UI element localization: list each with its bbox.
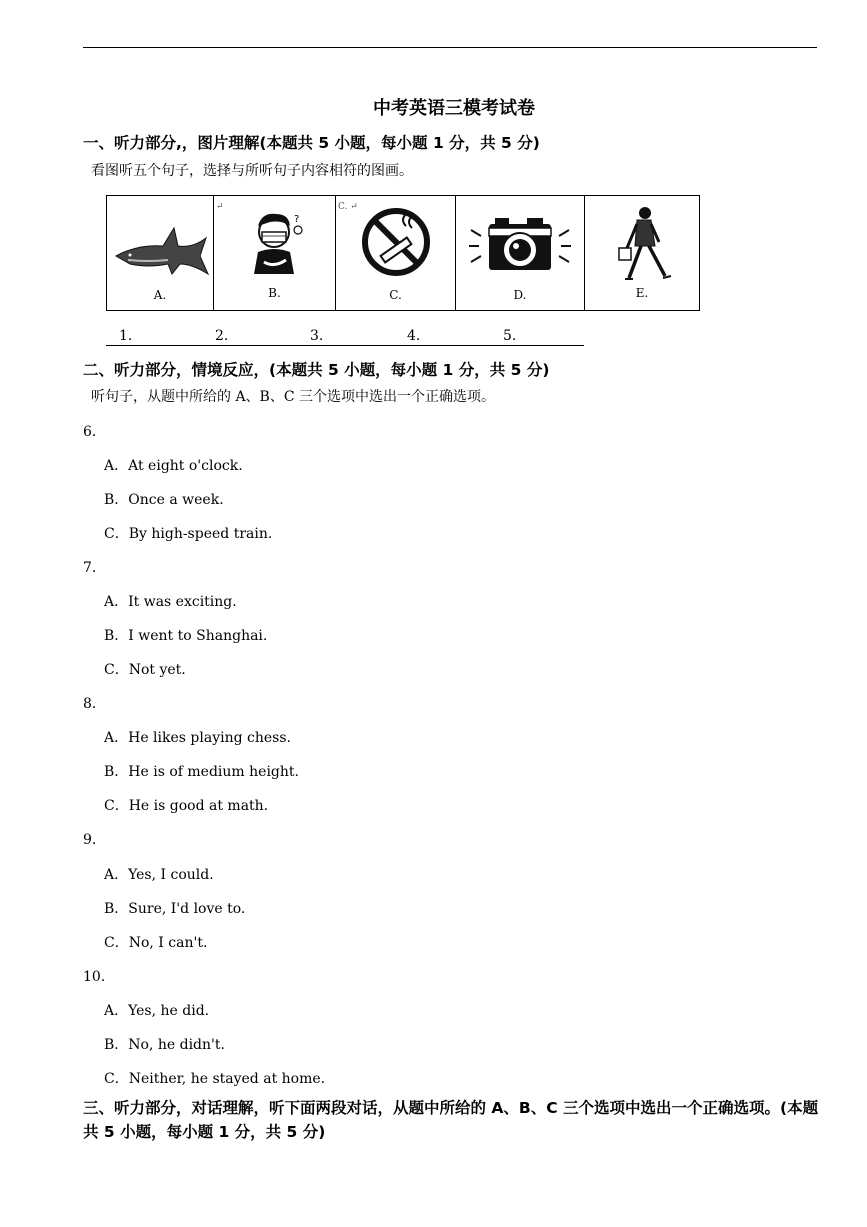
q6-option-b: B．Once a week. [104, 492, 224, 508]
question-number-10: 10． [83, 969, 115, 985]
picture-label-c: C. [389, 288, 402, 302]
section2-instruction: 听句子，从题中所给的 A、B、C 三个选项中选出一个正确选项。 [91, 389, 496, 405]
picture-cell-c [336, 196, 456, 310]
question-number-9: 9． [83, 832, 106, 848]
q10-option-a: A．Yes, he did. [104, 1003, 210, 1019]
q9-option-a: A．Yes, I could. [104, 867, 214, 883]
answer-underline [106, 345, 584, 346]
q7-option-a: A．It was exciting. [104, 594, 237, 610]
q9-option-c: C．No, I can't. [104, 935, 208, 951]
sick-person-icon [240, 206, 310, 276]
q10-option-c: C．Neither, he stayed at home. [104, 1071, 326, 1087]
picture-label-d: D. [513, 288, 527, 302]
q6-option-a: A．At eight o'clock. [104, 458, 243, 474]
q8-option-b: B．He is of medium height. [104, 764, 299, 780]
picture-cell-d [456, 196, 585, 310]
top-rule [83, 47, 817, 48]
camera-icon [465, 212, 575, 282]
picture-label-e: E. [635, 286, 649, 300]
q8-option-a: A．He likes playing chess. [104, 730, 291, 746]
answer-blank-1: 1. [119, 328, 133, 344]
answer-blank-4: 4. [407, 328, 421, 344]
return-marker-b: ↵ [216, 202, 224, 212]
q10-option-b: B．No, he didn't. [104, 1037, 225, 1053]
walking-man-icon [607, 204, 677, 284]
picture-cell-a [107, 196, 214, 310]
q7-option-b: B．I went to Shanghai. [104, 628, 268, 644]
section1-heading: 一、听力部分,，图片理解(本题共 5 小题，每小题 1 分，共 5 分) [83, 134, 540, 152]
section3-heading: 三、听力部分，对话理解，听下面两段对话，从题中所给的 A、B、C 三个选项中选出一个正确选项。(本题共 5 小题，每小题 1 分，共 5 分) [83, 1099, 819, 1141]
section1-instruction: 看图听五个句子，选择与所听句子内容相符的图画。 [91, 163, 413, 179]
answer-blank-5: 5. [503, 328, 517, 344]
q9-option-b: B．Sure, I'd love to. [104, 901, 246, 917]
return-marker-c: C. ↵ [338, 202, 358, 212]
picture-cell-b [214, 196, 336, 310]
no-smoking-icon [360, 206, 432, 278]
picture-table [106, 195, 700, 311]
q7-option-c: C．Not yet. [104, 662, 186, 678]
svg-text:?: ? [294, 214, 300, 225]
shark-icon [108, 208, 213, 288]
picture-cell-e [585, 196, 699, 310]
answer-blank-3: 3. [310, 328, 324, 344]
picture-label-a: A. [153, 288, 167, 302]
question-number-8: 8． [83, 696, 106, 712]
q6-option-c: C．By high-speed train. [104, 526, 273, 542]
picture-label-b: B. [268, 286, 281, 300]
page-title: 中考英语三模考试卷 [373, 98, 535, 119]
answer-blank-2: 2. [215, 328, 229, 344]
section2-heading: 二、听力部分，情境反应，(本题共 5 小题，每小题 1 分，共 5 分) [83, 361, 550, 379]
q8-option-c: C．He is good at math. [104, 798, 269, 814]
question-number-7: 7． [83, 560, 106, 576]
question-number-6: 6． [83, 424, 106, 440]
